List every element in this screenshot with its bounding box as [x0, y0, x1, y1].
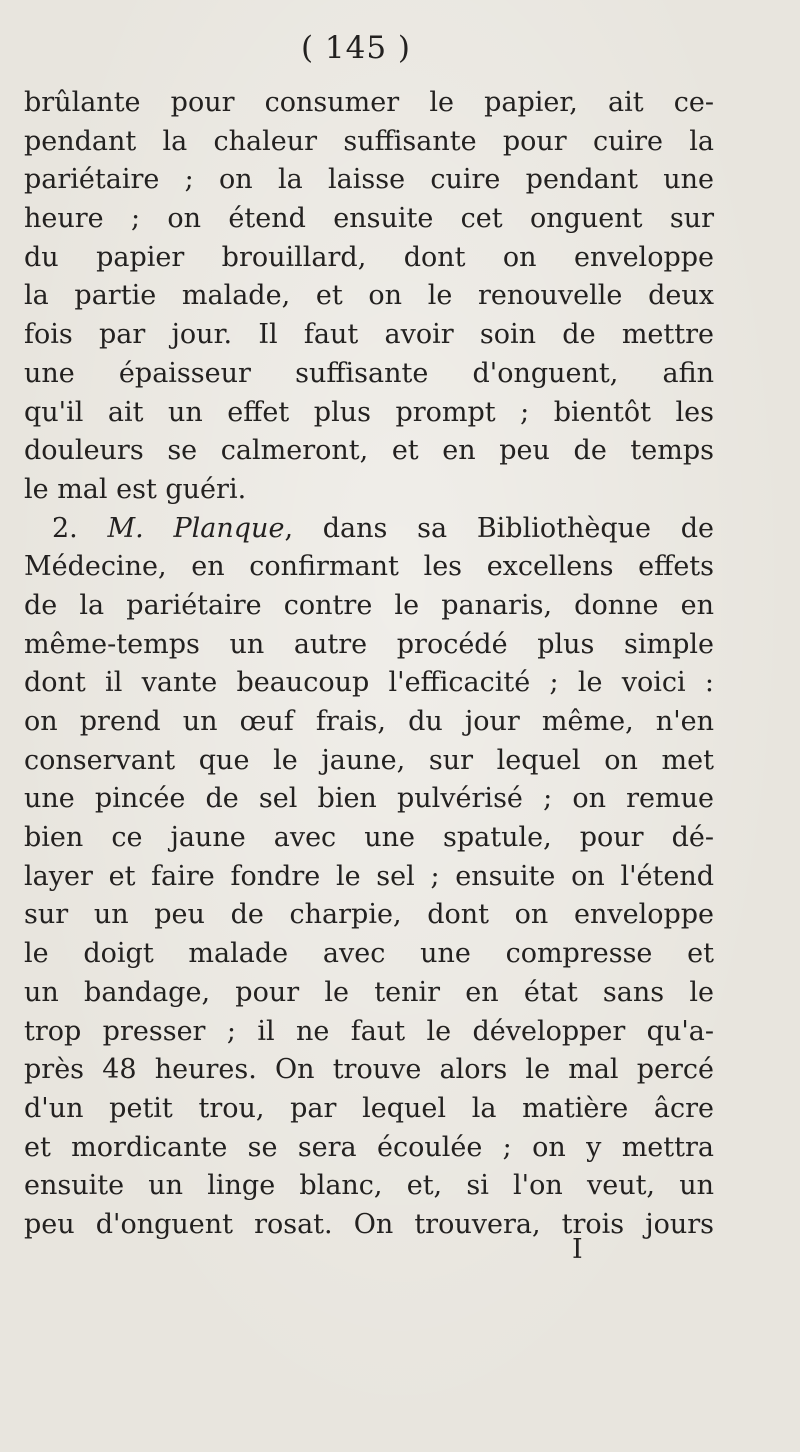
text-line: dont il vante beaucoup l'efficacité ; le voici :: [24, 667, 714, 699]
text-line: qu'il ait un effet plus prompt ; bientôt les: [24, 396, 714, 428]
text-line: de la pariétaire contre le panaris, donne en: [24, 589, 714, 621]
text-line: Médecine, en confirmant les excellens effets: [24, 551, 714, 583]
text-line: pendant la chaleur suffisante pour cuire la: [24, 125, 714, 157]
text-line: et mordicante se sera écoulée ; on y mettra: [24, 1131, 714, 1163]
text-line: du papier brouillard, dont on enveloppe: [24, 241, 714, 273]
text-line: conservant que le jaune, sur lequel on met: [24, 744, 714, 776]
text-line: sur un peu de charpie, dont on enveloppe: [24, 899, 714, 931]
text-line: trop presser ; il ne faut le développer qu'a-: [24, 1015, 714, 1047]
text-line: brûlante pour consumer le papier, ait ce-: [24, 87, 714, 118]
text-line: douleurs se calmeront, et en peu de temps: [24, 435, 714, 467]
text-line: près 48 heures. On trouve alors le mal percé: [24, 1054, 714, 1086]
text-line: fois par jour. Il faut avoir soin de mettre: [24, 319, 714, 351]
text-line: la partie malade, et on le renouvelle deux: [24, 280, 714, 312]
text-line: ensuite un linge blanc, et, si l'on veut, un: [24, 1170, 714, 1202]
paragraph-2-opening: [24, 510, 714, 549]
text-line: le doigt malade avec une compresse et: [24, 938, 714, 970]
text-line: une pincée de sel bien pulvérisé ; on remue: [24, 783, 714, 815]
text-line: d'un petit trou, par lequel la matière âcre: [24, 1092, 714, 1124]
text-line: pariétaire ; on la laisse cuire pendant une: [24, 164, 714, 196]
author-name: M. Planque: [107, 512, 285, 544]
text-line: peu d'onguent rosat. On trouvera, trois jours: [24, 1208, 714, 1240]
page-number: ( 145 ): [300, 30, 412, 66]
text-line: une épaisseur suffisante d'onguent, afin: [24, 357, 714, 389]
text-line: on prend un œuf frais, du jour même, n'en: [24, 706, 714, 737]
paragraph-number: 2.: [52, 512, 78, 544]
text-line: le mal est guéri.: [24, 473, 247, 505]
text-line: même-temps un autre procédé plus simple: [24, 628, 714, 660]
text-line: un bandage, pour le tenir en état sans le: [24, 976, 714, 1008]
paragraph-2-rest: , dans sa Bibliothèque de: [284, 512, 714, 544]
text-line: layer et faire fondre le sel ; ensuite on l'étend: [24, 860, 714, 892]
text-line: heure ; on étend ensuite cet onguent sur: [24, 203, 714, 235]
signature-mark: I: [572, 1234, 583, 1265]
text-line: bien ce jaune avec une spatule, pour dé-: [24, 822, 714, 854]
body-text: [24, 84, 714, 1245]
